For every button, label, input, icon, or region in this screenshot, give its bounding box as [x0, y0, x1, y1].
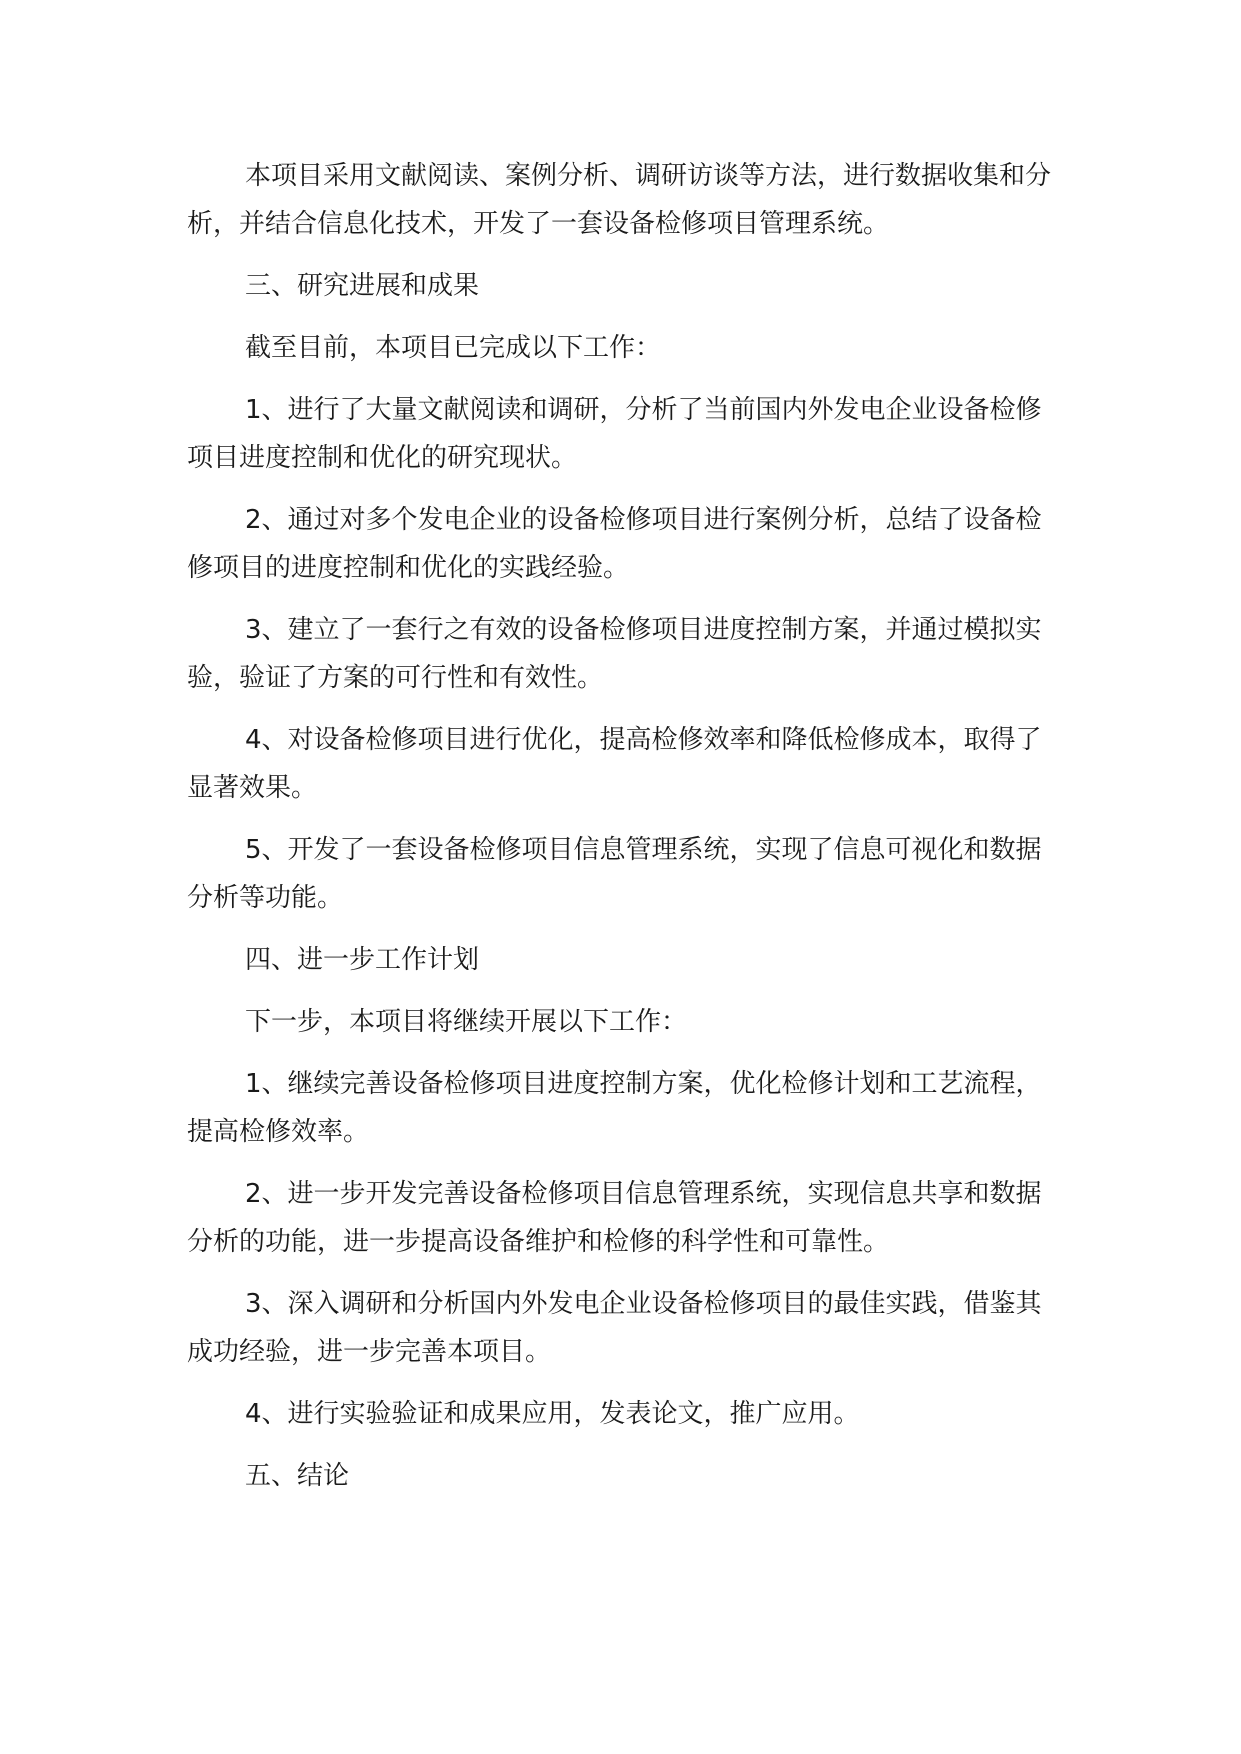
list-item-plan-4: 4、进行实验验证和成果应用，发表论文，推广应用。 — [245, 1399, 860, 1429]
paragraph-plan-intro: 下一步，本项目将继续开展以下工作： — [245, 1007, 688, 1037]
list-item-plan-3: 3、深入调研和分析国内外发电企业设备检修项目的最佳实践，借鉴其成功经验，进一步完善本项目。 — [187, 1289, 1042, 1367]
list-item-plan-1: 1、继续完善设备检修项目进度控制方案，优化检修计划和工艺流程，提高检修效率。 — [187, 1069, 1042, 1147]
section-heading-plan: 四、进一步工作计划 — [245, 945, 480, 975]
document-body — [187, 152, 1067, 1514]
list-item-progress-1: 1、进行了大量文献阅读和调研，分析了当前国内外发电企业设备检修项目进度控制和优化的研究现状。 — [187, 395, 1042, 473]
list-item-plan-2: 2、进一步开发完善设备检修项目信息管理系统，实现信息共享和数据分析的功能，进一步提高设备维护和检修的科学性和可靠性。 — [187, 1179, 1042, 1257]
list-item-progress-3: 3、建立了一套行之有效的设备检修项目进度控制方案，并通过模拟实验，验证了方案的可行性和有效性。 — [187, 615, 1042, 693]
list-item-progress-2: 2、通过对多个发电企业的设备检修项目进行案例分析，总结了设备检修项目的进度控制和优化的实践经验。 — [187, 505, 1042, 583]
paragraph-methods: 本项目采用文献阅读、案例分析、调研访谈等方法，进行数据收集和分析，并结合信息化技术，开发了一套设备检修项目管理系统。 — [187, 161, 1052, 239]
paragraph-progress-intro: 截至目前，本项目已完成以下工作： — [245, 333, 662, 363]
list-item-progress-4: 4、对设备检修项目进行优化，提高检修效率和降低检修成本，取得了显著效果。 — [187, 725, 1042, 803]
section-heading-conclusion: 五、结论 — [245, 1461, 350, 1491]
list-item-progress-5: 5、开发了一套设备检修项目信息管理系统，实现了信息可视化和数据分析等功能。 — [187, 835, 1042, 913]
section-heading-progress: 三、研究进展和成果 — [245, 271, 480, 301]
